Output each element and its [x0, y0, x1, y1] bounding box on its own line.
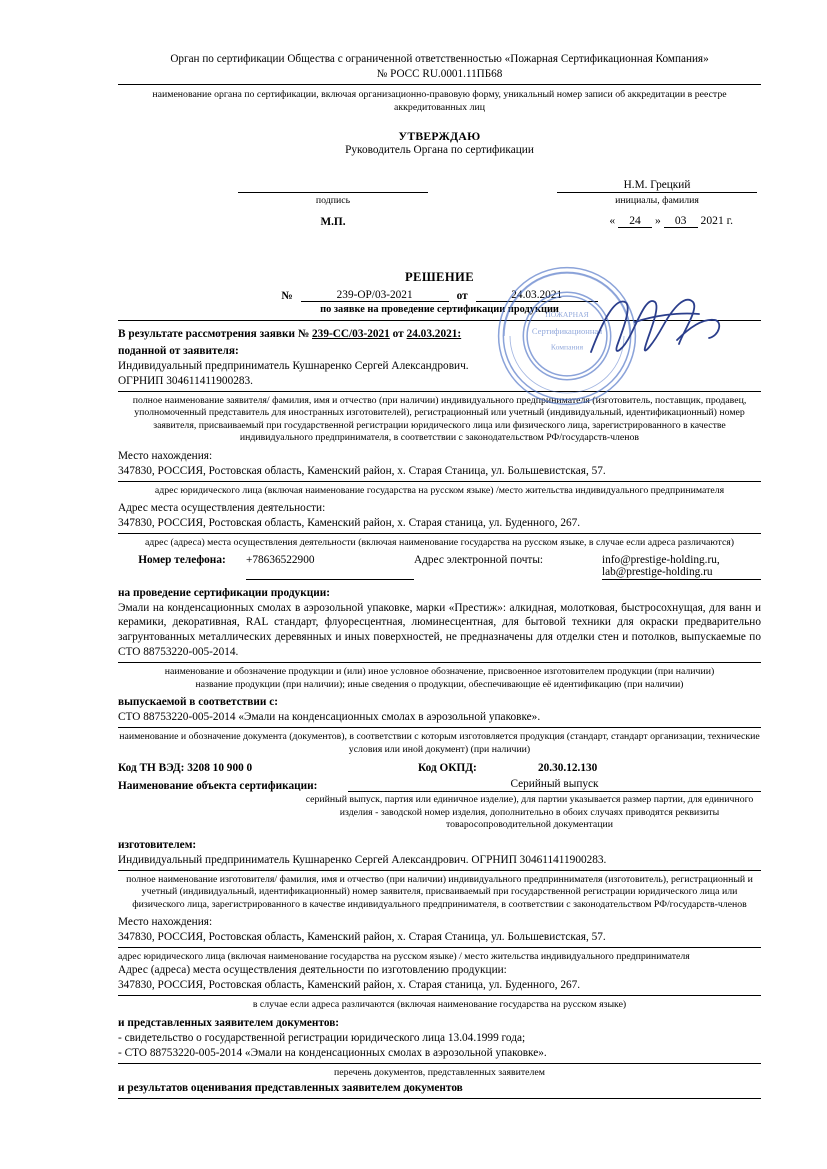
approver-name: Н.М. Грецкий [557, 179, 757, 193]
standard-caption: наименование и обозначение документа (документов), в соответствии с которым изготовляется продукция (стандарт, стандарт организации, технические условия или иной документ) (при наличии) [119, 731, 760, 755]
decision-subtitle: по заявке на проведение сертификации продукции [320, 304, 559, 316]
activity-caption: адрес (адреса) места осуществления деятельности (включая наименование государства на русском языке, в случае если адреса различаются) [144, 537, 735, 549]
results-label: и результатов оценивания представленных заявителем документов [118, 1082, 463, 1095]
location-caption: адрес юридического лица (включая наименование государства на русском языке) /место жительства индивидуального предпринимателя [154, 484, 725, 496]
intro-date: 24.03.2021: [406, 328, 462, 341]
email-values [602, 554, 761, 578]
docs-item-2: - СТО 88753220-005-2014 «Эмали на конденсационных смолах в аэрозольной упаковке». [118, 1046, 547, 1059]
decision-date-value: 24.03.2021 [476, 289, 598, 302]
okpd-value: 20.30.12.130 [538, 762, 598, 775]
decision-number-value: 239-ОР/03-2021 [301, 289, 449, 302]
signature-caption: подпись [315, 195, 351, 207]
intro-prefix: В результате рассмотрения заявки № [118, 328, 310, 341]
applicant-label: поданной от заявителя: [118, 345, 239, 358]
product-divider [118, 662, 761, 663]
mfr-location-caption: адрес юридического лица (включая наименование государства на русском языке) / место жительства индивидуального предпринимателя [118, 950, 690, 962]
applicant-divider [118, 391, 761, 392]
contact-row [118, 554, 761, 578]
header-divider [118, 84, 761, 85]
decision-number-row [118, 289, 761, 302]
location-divider [118, 481, 761, 482]
signature-line [238, 178, 428, 193]
signature-row [118, 178, 761, 193]
header-caption: наименование органа по сертификации, включая организационно-правовую форму, уникальный номер записи об аккредитации в реестре аккредитованных лиц [152, 89, 727, 113]
approval-date-year-unit: г. [726, 214, 733, 228]
decision-number-label: № [281, 290, 293, 303]
approval-date-month: 03 [664, 214, 698, 228]
mfr-activity-label: Адрес (адреса) места осуществления деятельности по изготовлению продукции: [118, 964, 507, 977]
standard-divider [118, 727, 761, 728]
approval-date-year-prefix: 20 [700, 214, 713, 228]
mfr-activity-divider [118, 995, 761, 996]
stamp-date-row [118, 214, 761, 228]
mfr-location-divider [118, 947, 761, 948]
approval-subtitle: Руководитель Органа по сертификации [345, 144, 534, 157]
manufacturer-caption: полное наименование изготовителя/ фамилия, имя и отчество (при наличии) индивидуального предприннимателя (изготовитель), регистрационный и учетный (индивидуальный, идентификационный) номер заявителя, присваиваемый при государственной регистрации юридического лица или физического лица, зарегистрированного в качестве индивидуального предпринимателя, в соответствии с законодательством РФ/государств-членов [126, 873, 753, 910]
signature-captions [118, 195, 761, 206]
location-value: 347830, РОССИЯ, Ростовская область, Каменский район, х. Старая Станица, ул. Большевистская, 57. [118, 464, 606, 477]
svg-text:Компания: Компания [550, 342, 584, 352]
decision-title: РЕШЕНИЕ [404, 270, 475, 285]
location-label: Место нахождения: [118, 449, 213, 462]
email-value-2: lab@prestige-holding.ru [602, 565, 713, 578]
decision-date-label: от [456, 290, 468, 303]
mfr-activity-caption: в случае если адреса различаются (включая наименование государства на русском языке) [252, 999, 627, 1011]
product-description: Эмали на конденсационных смолах в аэрозольной упаковке, марки «Престиж»: алкидная, молотковая, быстросохнущая, для ванн и керамики, декоративная, RAL стандарт, флуоресцентная, люминесцентная, для бытовой техники для окраски предварительно загрунтованных металлических деревянных и иных поверхностей, не предназначены для отделки стен и потолков, выпускаемые по СТО 88753220-005-2014. [118, 601, 761, 659]
approval-date-year-suffix: 21 [712, 214, 724, 228]
approval-title: УТВЕРЖДАЮ [398, 130, 481, 144]
docs-item-1: - свидетельство о государственной регистрации юридического лица 13.04.1999 года; [118, 1031, 526, 1044]
docs-caption: перечень документов, представленных заявителем [334, 1066, 545, 1078]
mp-label: М.П. [320, 216, 346, 229]
mfr-location-value: 347830, РОССИЯ, Ростовская область, Каменский район, х. Старая Станица, ул. Большевистская, 57. [118, 931, 606, 943]
applicant-caption: полное наименование заявителя/ фамилия, имя и отчество (при наличии) индивидуального предпринимателя (изготовитель, поставщик, продавец, уполномоченный представитель для иностранных изготовителей), регистрационный или учетный (индивидуальный, идентификационный) номер заявителя, присваиваемый при государственной регистрации юридического лица или физического лица, зарегистрированного в качестве индивидуального предпринимателя, в соответствии с законодательством РФ/государств-членов [132, 394, 747, 444]
applicant-name: Индивидуальный предприниматель Кушнаренко Сергей Александрович. [118, 360, 469, 372]
intro-line [118, 327, 761, 342]
decision-block [118, 270, 761, 321]
object-value: Серийный выпуск [348, 778, 761, 792]
email-underline [602, 579, 761, 580]
phone-label: Номер телефона: [138, 553, 226, 566]
standard-value: СТО 88753220-005-2014 «Эмали на конденсационных смолах в аэрозольной упаковке». [118, 711, 541, 724]
name-caption: инициалы, фамилия [615, 195, 699, 207]
mfr-activity-value: 347830, РОССИЯ, Ростовская область, Каменский район, х. Старая станица, ул. Буденного, 267. [118, 979, 581, 992]
intro-number: 239-СС/03-2021 [312, 328, 390, 341]
object-label: Наименование объекта сертификации: [118, 780, 318, 793]
svg-text:Сертификационная: Сертификационная [531, 326, 603, 337]
okpd-label: Код ОКПД: [418, 762, 477, 775]
object-row [118, 778, 761, 792]
document-body [118, 327, 761, 1099]
tnved-group [118, 762, 418, 774]
manufacturer-divider [118, 870, 761, 871]
svg-text:ПОЖАРНАЯ: ПОЖАРНАЯ [545, 310, 589, 320]
object-caption: серийный выпуск, партия или единичное изделие), для партии указывается размер партии, для единичного изделия - заводской номер изделия, дополнительно в обоих случаях приводятся реквизиты товаросопроводительной документации [305, 794, 754, 831]
email-value-1: info@prestige-holding.ru, [602, 553, 720, 566]
phone-value: +78636522900 [246, 553, 315, 566]
approval-date-day: 24 [618, 214, 652, 228]
docs-label: и представленных заявителем документов: [118, 1016, 340, 1029]
tnved-label: Код ТН ВЭД: [118, 762, 185, 775]
contact-underlines [118, 579, 761, 580]
document-header [118, 52, 761, 114]
phone-underline [246, 579, 414, 580]
email-label: Адрес электронной почты: [414, 553, 544, 566]
codes-row [118, 762, 761, 774]
product-caption-1: наименование и обозначение продукции и (или) иное условное обозначение, присвоенное изготовителем продукции (при наличии) [164, 666, 715, 678]
header-organization-line: Орган по сертификации Общества с ограниченной ответственностью «Пожарная Сертификационная Компания» [170, 53, 709, 65]
results-divider [118, 1098, 761, 1099]
mfr-location-label: Место нахождения: [118, 916, 213, 929]
docs-divider [118, 1063, 761, 1064]
activity-value: 347830, РОССИЯ, Ростовская область, Каменский район, х. Старая станица, ул. Буденного, 267. [118, 517, 581, 530]
decision-divider [118, 320, 761, 321]
applicant-ogrnip: ОГРНИП 304611411900283. [118, 374, 253, 387]
manufacturer-value: Индивидуальный предприниматель Кушнаренко Сергей Александрович. ОГРНИП 304611411900283. [118, 853, 607, 866]
activity-label: Адрес места осуществления деятельности: [118, 502, 326, 515]
product-caption-2: название продукции (при наличии); иные сведения о продукции, обеспечивающие её идентификацию (при наличии) [195, 678, 684, 690]
header-accreditation-number: № РОСС RU.0001.11ПБ68 [376, 67, 503, 80]
tnved-value: 3208 10 900 0 [187, 762, 253, 775]
activity-divider [118, 533, 761, 534]
approval-date: « 24 » 03 2021 г. [609, 214, 733, 228]
standard-label: выпускаемой в соответствии с: [118, 696, 278, 709]
intro-from: от [392, 328, 404, 341]
manufacturer-label: изготовителем: [118, 838, 197, 851]
cert-request-label: на проведение сертификации продукции: [118, 586, 330, 599]
